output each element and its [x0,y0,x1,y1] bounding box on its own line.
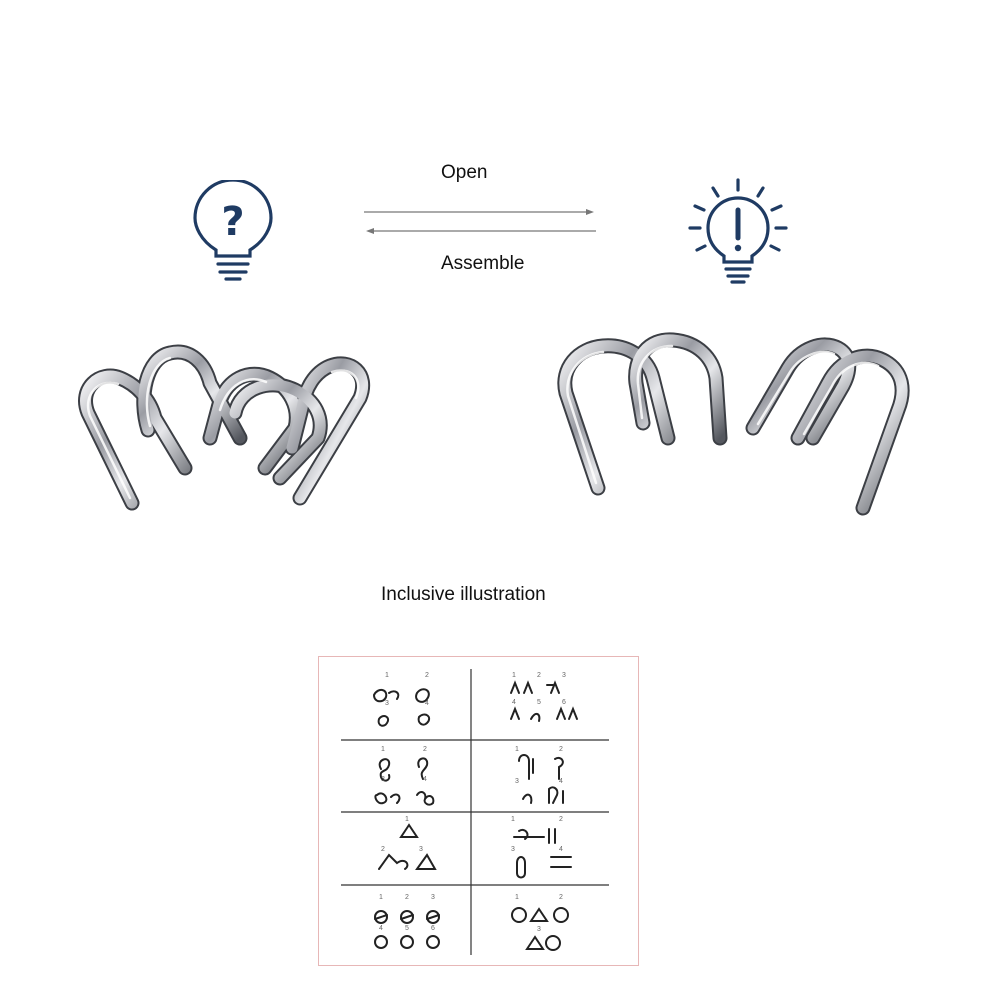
inclusive-illustration-label: Inclusive illustration [381,584,546,605]
svg-text:5: 5 [537,699,541,706]
svg-text:4: 4 [379,925,383,932]
svg-text:?: ? [221,199,245,245]
open-assemble-arrows [360,200,600,240]
svg-text:4: 4 [559,846,563,853]
svg-text:3: 3 [431,894,435,901]
svg-text:2: 2 [559,894,563,901]
svg-text:2: 2 [381,846,385,853]
svg-text:2: 2 [537,672,541,679]
svg-text:2: 2 [423,746,427,753]
open-metal-puzzle-image [548,318,938,528]
svg-text:3: 3 [515,778,519,785]
svg-text:4: 4 [559,778,563,785]
svg-text:1: 1 [515,894,519,901]
svg-text:3: 3 [537,926,541,933]
svg-text:1: 1 [511,816,515,823]
lightbulb-exclamation-icon [686,178,790,286]
svg-text:3: 3 [562,672,566,679]
svg-text:2: 2 [559,816,563,823]
svg-text:2: 2 [425,672,429,679]
svg-text:1: 1 [512,672,516,679]
open-label: Open [441,162,488,183]
svg-text:3: 3 [381,776,385,783]
svg-text:1: 1 [381,746,385,753]
instruction-guide-sheet [318,656,639,966]
assembled-metal-puzzle-image [60,318,400,528]
svg-text:1: 1 [379,894,383,901]
svg-text:4: 4 [512,699,516,706]
assemble-label: Assemble [441,253,525,274]
svg-text:6: 6 [431,925,435,932]
svg-text:5: 5 [405,925,409,932]
svg-text:4: 4 [425,700,429,707]
svg-text:3: 3 [511,846,515,853]
svg-text:1: 1 [515,746,519,753]
instruction-guide-drawing [319,657,638,965]
svg-text:4: 4 [423,776,427,783]
lightbulb-question-icon [190,180,276,286]
svg-text:1: 1 [385,672,389,679]
svg-text:3: 3 [385,700,389,707]
svg-text:2: 2 [405,894,409,901]
svg-text:1: 1 [405,816,409,823]
svg-text:3: 3 [419,846,423,853]
svg-text:2: 2 [559,746,563,753]
svg-text:6: 6 [562,699,566,706]
